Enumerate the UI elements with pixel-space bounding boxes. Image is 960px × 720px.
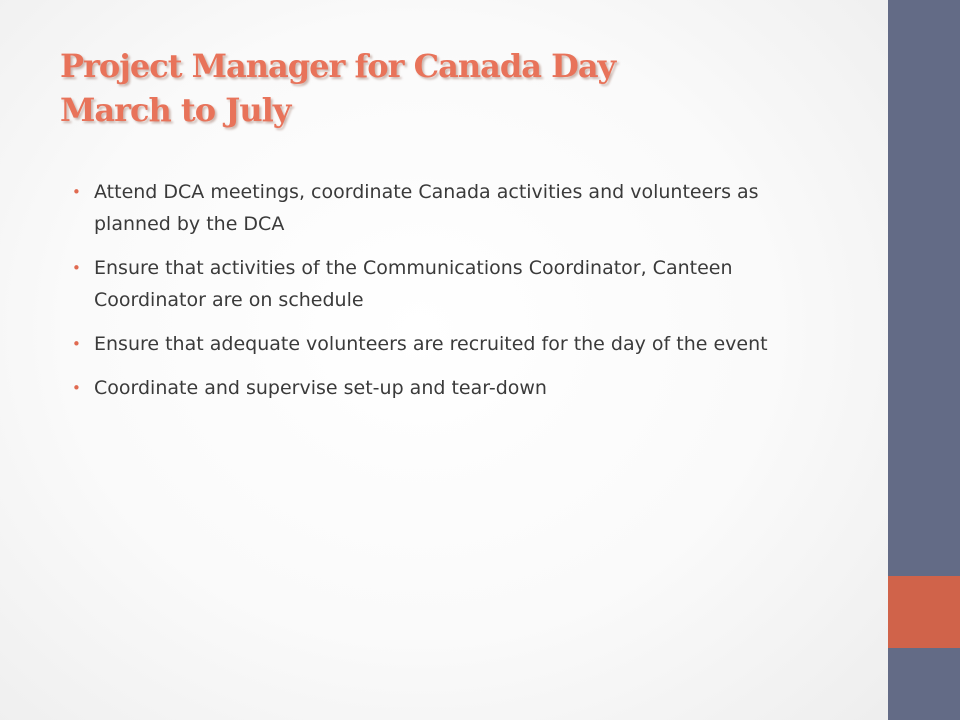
bullet-text: Attend DCA meetings, coordinate Canada activities and volunteers as planned by the DCA (94, 181, 759, 235)
bullet-item (72, 328, 832, 360)
bullet-item (72, 372, 832, 404)
side-accent-block (888, 576, 960, 648)
bullet-list (72, 176, 832, 416)
bullet-text: Ensure that adequate volunteers are recruited for the day of the event (94, 333, 768, 355)
title-line-1: Project Manager for Canada Day (60, 47, 616, 85)
bullet-dot-icon: • (72, 335, 81, 353)
title-line-2: March to July (60, 91, 291, 129)
bullet-dot-icon: • (72, 379, 81, 397)
bullet-dot-icon: • (72, 259, 81, 277)
bullet-dot-icon: • (72, 183, 81, 201)
slide-title (60, 44, 860, 132)
bullet-text: Ensure that activities of the Communications Coordinator, Canteen Coordinator are on schedule (94, 257, 733, 311)
bullet-item (72, 252, 832, 316)
bullet-item (72, 176, 832, 240)
bullet-text: Coordinate and supervise set-up and tear-down (94, 377, 547, 399)
